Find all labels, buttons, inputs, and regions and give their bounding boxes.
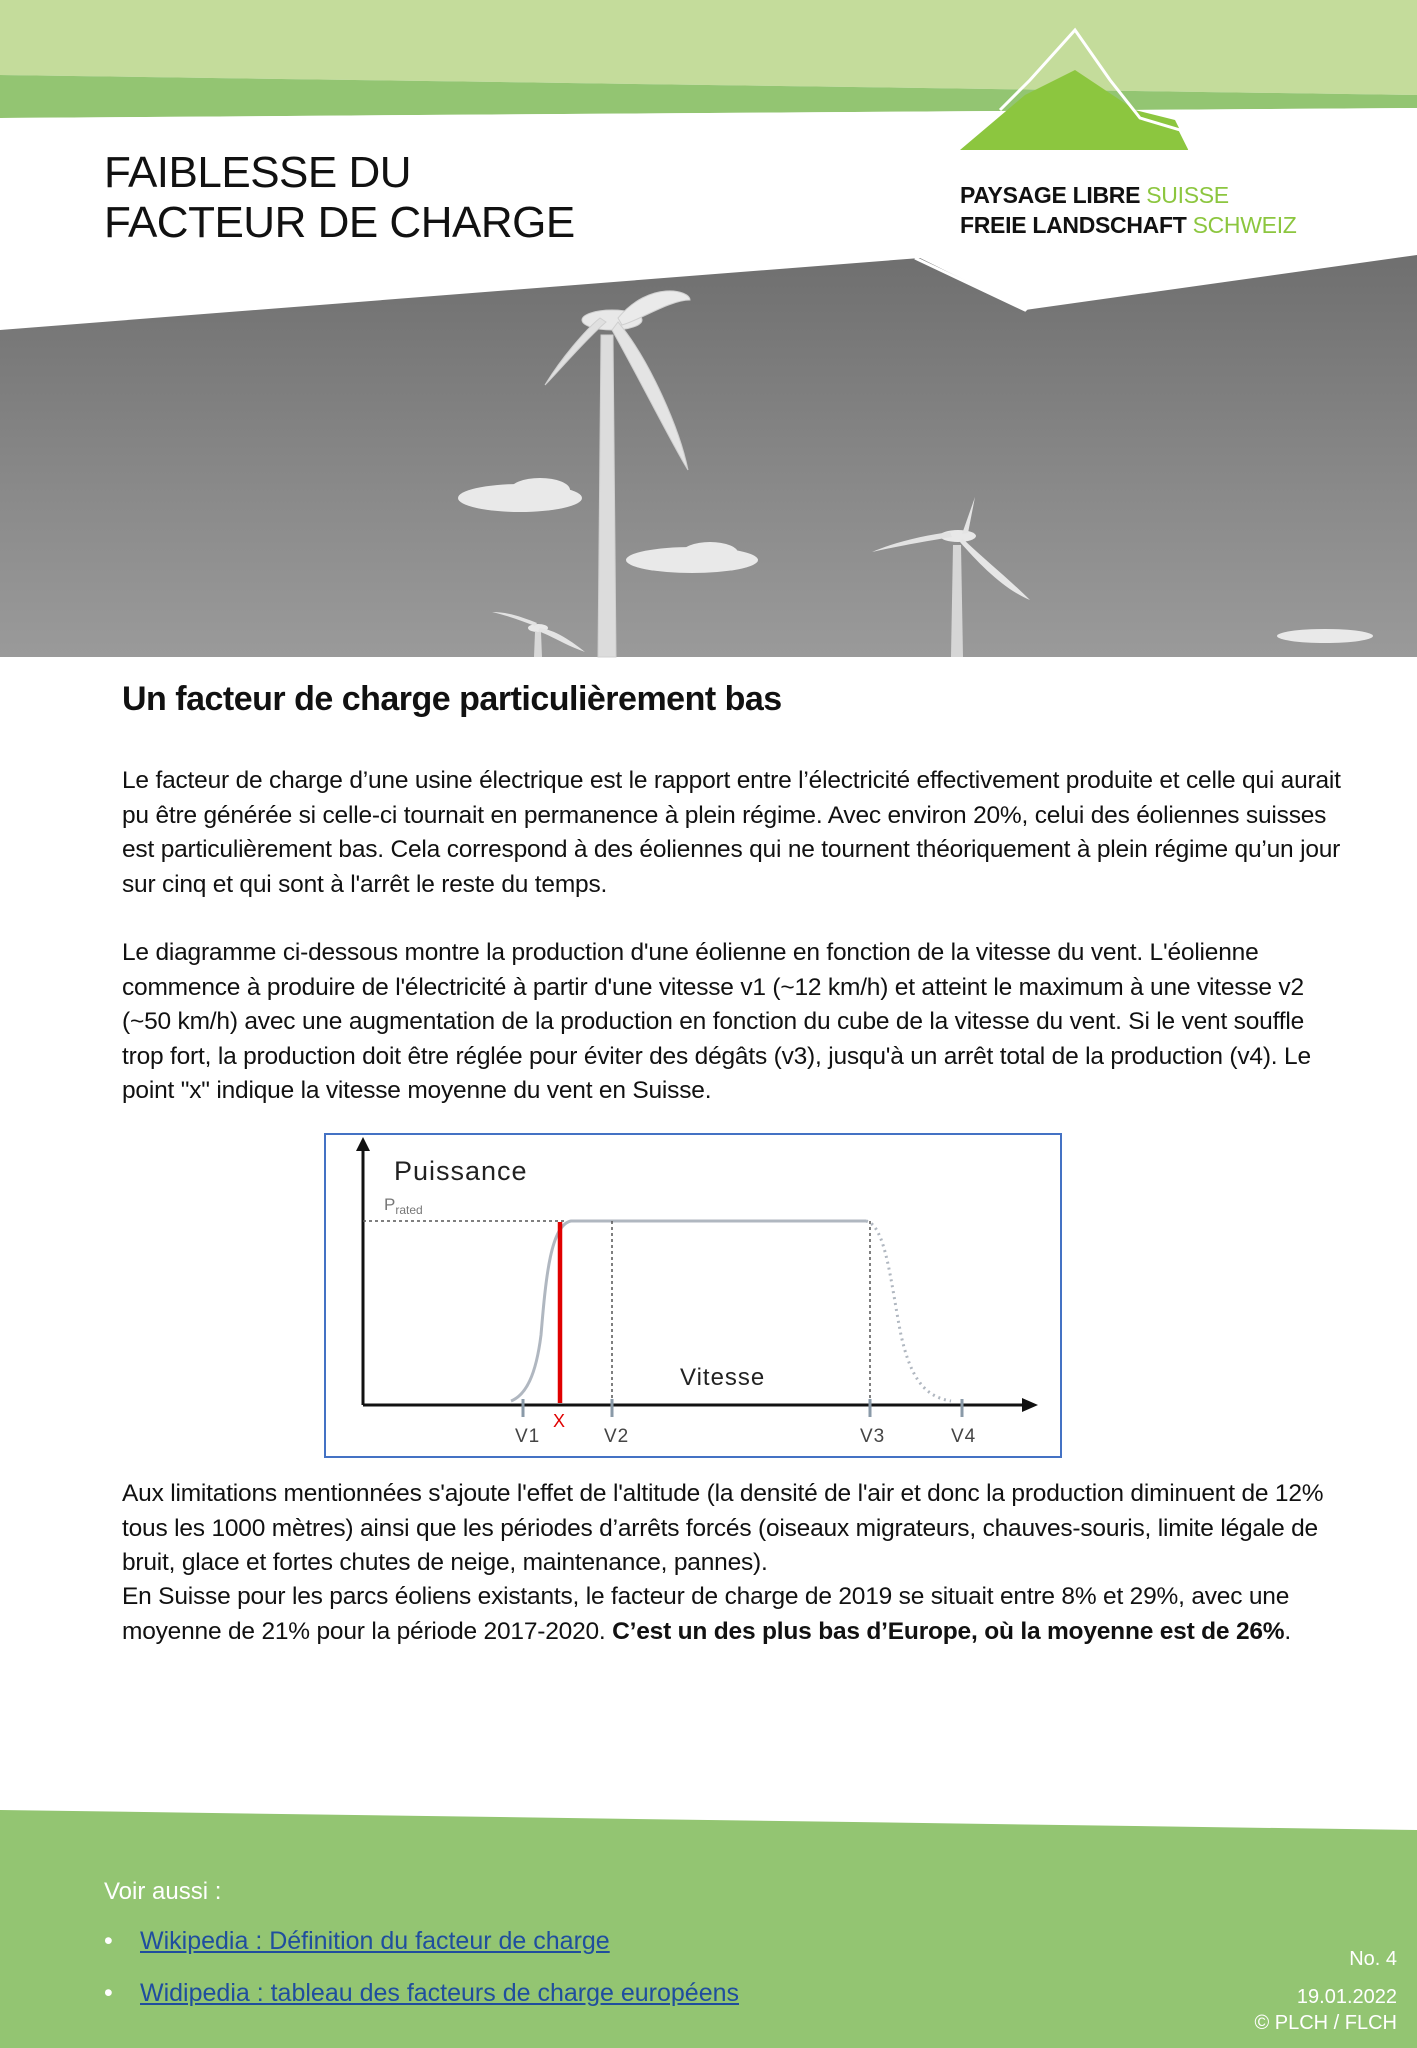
bullet-icon: • [104,1979,113,2007]
paragraph-swiss-factor [122,1580,1342,1649]
page-title [104,148,575,248]
page-title-line2: FACTEUR DE CHARGE [104,198,575,247]
page-title-line1: FAIBLESSE DU [104,148,412,197]
see-also-label: Voir aussi : [104,1878,222,1905]
power-curve-svg [326,1135,1060,1456]
footer-band [0,1800,1417,2048]
rated-label-main: P [384,1195,396,1214]
paragraph-intro: Le facteur de charge d’une usine électrique est le rapport entre l’électricité effectivement produite et celle qui aurait pu être générée si celle-ci tournait en permanence à plein régime. Avec environ 20%, celui des éoliennes suisses est particulièrement bas. Cela correspond à des éoliennes qui ne tournent théoriquement à plein régime qu’un jour sur cinq et qui sont à l'arrêt le reste du temps. [122,767,1341,898]
tick-label-v1: V1 [515,1426,541,1447]
brand-logo-text [960,180,1297,240]
bullet-icon: • [104,1927,113,1955]
swiss-factor-emphasis: C’est un des plus bas d’Europe, où la moyenne est de 26% [612,1617,1285,1645]
brand-line2-accent: SCHWEIZ [1192,212,1297,238]
swiss-factor-end: . [1284,1617,1292,1645]
paragraph-limitations: Aux limitations mentionnées s'ajoute l'effet de l'altitude (la densité de l'air et donc la production diminuent de 12% tous les 1000 mètres) ainsi que les périodes d’arrêts forcés (oiseaux migrateurs, chauves-souris, limite légale de bruit, glace et fortes chutes de neige, maintenance, pannes). [122,1480,1324,1576]
tick-label-v3: V3 [860,1426,886,1447]
power-curve-cutout [866,1221,951,1401]
section-title: Un facteur de charge particulièrement bas [122,680,782,718]
power-curve-diagram [324,1133,1062,1458]
tick-label-v2: V2 [604,1426,630,1447]
document-number: No. 4 [1349,1948,1397,1970]
tick-label-v4: V4 [951,1426,977,1447]
rated-power-label [384,1195,423,1217]
y-axis-arrow-icon [356,1137,370,1151]
paragraph-diagram-explanation: Le diagramme ci-dessous montre la production d'une éolienne en fonction de la vitesse du vent. L'éolienne commence à produire de l'électricité à partir d'une vitesse v1 (~12 km/h) et atteint le maximum à une vitesse v2 (~50 km/h) avec une augmentation de la production en fonction du cube de la vitesse du vent. Si le vent souffle trop fort, la production doit être réglée pour éviter des dégâts (v3), jusqu'à un arrêt total de la production (v4). Le point "x" indique la vitesse moyenne du vent en Suisse. [122,939,1311,1104]
link-european-table[interactable]: Widipedia : tableau des facteurs de charge européens [140,1979,739,2007]
header-banner [0,0,1417,660]
copyright: © PLCH / FLCH [1254,2012,1397,2034]
average-wind-marker-label: X [553,1411,566,1431]
brand-line2-bold: FREIE LANDSCHAFT [960,212,1187,238]
brand-line1-bold: PAYSAGE LIBRE [960,182,1141,208]
rated-label-sub: rated [395,1203,423,1217]
link-definition[interactable]: Wikipedia : Définition du facteur de charge [140,1927,610,1955]
wind-turbine-photo [0,255,1417,657]
y-axis-label: Puissance [394,1156,528,1186]
x-axis-label: Vitesse [680,1364,766,1391]
brand-line1-accent: SUISSE [1146,182,1229,208]
swiss-factor-text: En Suisse pour les parcs éoliens existants, le facteur de charge de 2019 se situait entre 8% et 29%, avec une moyenne de 21% pour la période 2017-2020. [122,1583,1290,1645]
x-axis-arrow-icon [1022,1398,1038,1412]
document-date: 19.01.2022 [1296,1986,1397,2008]
